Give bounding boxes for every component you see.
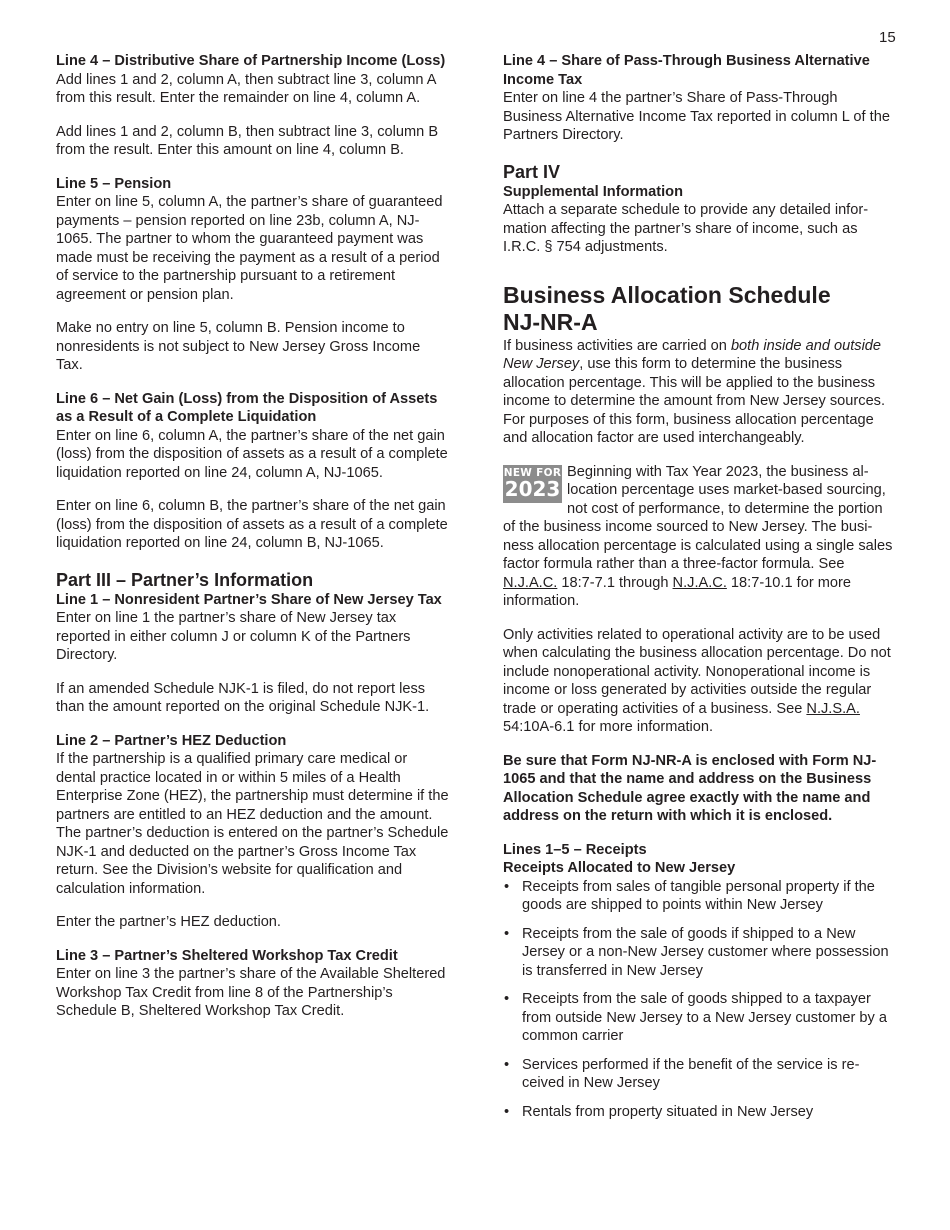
part3-line3-heading: Line 3 – Partner’s Sheltered Workshop Tax Credit — [56, 947, 398, 964]
line5-paragraph-1: Enter on line 5, column A, the partner’s share of guaranteed payments – pension reported on line 23b, column A, NJ-1065. The partner to whom the guaranteed payment was made must be receiving the payment as a result of a period of service to the partnership pursuant to a retirement agreement or pension plan. — [56, 194, 443, 303]
part3-line2-heading: Line 2 – Partner’s HEZ Deduction — [56, 732, 287, 749]
line4-paragraph-2: Add lines 1 and 2, column B, then subtract line 3, column B from the result. Enter this amount on line 4, column B. — [56, 123, 439, 158]
part3-line1-paragraph-2: If an amended Schedule NJK-1 is filed, do not report less than the amount reported on the original Schedule NJK-1. — [56, 680, 430, 715]
new-for-2023-paragraph: NEW FOR 2023 Beginning with Tax Year 2023, the business allocation percentage uses market-based sourcing, not cost of performance, to determine the portion of the business income sourced to New Jersey. The business allocation percentage is calculated using a single sales factor formula rather than a three-factor formula. See N.J.A.C. 18:7-7.1 through N.J.A.C. 18:7-10.1 for more information. — [503, 463, 893, 609]
lines-1-5-subheading: Receipts Allocated to New Jersey — [503, 860, 736, 876]
business-allocation-title: Business Allocation Schedule — [503, 281, 831, 308]
right-line4-heading: Line 4 – Share of Pass-Through Business Alternative Income Tax — [503, 53, 870, 88]
left-column — [56, 52, 450, 1021]
intro-emphasis: both inside and outside New Jersey — [503, 337, 882, 372]
line5-paragraph-2: Make no entry on line 5, column B. Pension income to nonresidents is not subject to New Jersey Gross Income Tax. — [56, 320, 421, 373]
njac-link-2: N.J.A.C. — [672, 574, 727, 591]
part4-subheading: Supplemental Information — [503, 183, 683, 200]
part3-line1-paragraph-1: Enter on line 1 the partner’s share of New Jersey tax reported in either column J or column K of the Partners Directory. — [56, 610, 411, 663]
njac-link-1: N.J.A.C. — [503, 574, 558, 591]
new-for-2023-badge: NEW FOR 2023 — [503, 466, 562, 501]
lines-1-5-heading: Lines 1–5 – Receipts — [503, 841, 647, 858]
line4-heading: Line 4 – Distributive Share of Partnership Income (Loss) — [56, 53, 446, 69]
business-allocation-form-id: NJ-NR-A — [503, 309, 598, 335]
line6-paragraph-1: Enter on line 6, column A, the partner’s share of the net gain (loss) from the disposition of assets as a result of a complete liquidation reported on line 24, column A, NJ-1065. — [56, 427, 448, 481]
part3-line2-paragraph-1: If the partnership is a qualified primary care medical or dental practice located in or within 5 miles of a Health Enterprise Zone (HEZ), the partnership must determine if the partners are entitled to an HEZ deduction and the amount. The partner’s deduction is entered on the partner’s Schedule NJK-1 and deducted on the partner’s Gross Income Tax return. See the Division’s website for qualification and calculation information. — [56, 751, 449, 897]
right-line4-paragraph: Enter on line 4 the partner’s Share of Pass-Through Business Alternative Income Tax reported in column L of the Partners Directory. — [503, 90, 890, 143]
njsa-link: N.J.S.A. — [806, 700, 860, 717]
part3-line2-paragraph-2: Enter the partner’s HEZ deduction. — [56, 914, 281, 930]
line6-heading: Line 6 – Net Gain (Loss) from the Disposition of Assets as a Result of a Complete Liquidation — [56, 390, 438, 425]
part3-line1-heading: Line 1 – Nonresident Partner’s Share of New Jersey Tax — [56, 591, 442, 608]
page-number: 15 — [879, 29, 896, 46]
operational-activity-paragraph: Only activities related to operational activity are to be used when calculating the business allocation percentage. Do not include nonoperational activity. Nonoperational income is income or loss generated by activities outside the regular trade or operating activities of a business. See N.J.S.A. 54:10A-6.1 for more information. — [503, 626, 891, 735]
enclosure-notice: Be sure that Form NJ-NR-A is enclosed with Form NJ-1065 and that the name and address on the Business Allocation Schedule agree exactly with the name and address on the return with which it is enclosed. — [503, 752, 877, 824]
list-item: • Rentals from property situated in New Jersey — [503, 1103, 895, 1122]
list-item: • Receipts from sales of tangible personal property if the goods are shipped to points within New Jersey — [503, 878, 895, 915]
list-item: • Receipts from the sale of goods shipped to a taxpayer from outside New Jersey to a New Jersey customer by a common carrier — [503, 990, 895, 1046]
receipts-list — [503, 878, 895, 1122]
right-column — [503, 52, 895, 1131]
part3-line3-paragraph-1: Enter on line 3 the partner’s share of the Available Sheltered Workshop Tax Credit from line 8 of the Partnership’s Schedule B, Sheltered Workshop Tax Credit. — [56, 966, 446, 1019]
list-item: • Services performed if the benefit of the service is received in New Jersey — [503, 1056, 895, 1093]
business-allocation-heading — [503, 282, 895, 337]
line4-paragraph-1: Add lines 1 and 2, column A, then subtract line 3, column A from this result. Enter the remainder on line 4, column A. — [56, 71, 436, 106]
list-item: • Receipts from the sale of goods if shipped to a New Jersey or a non-New Jersey customer where possession is transferred in New Jersey — [503, 925, 895, 981]
line5-heading: Line 5 – Pension — [56, 175, 172, 192]
business-allocation-intro: If business activities are carried on both inside and outside New Jersey, use this form to determine the business allocation percentage. This will be applied to the business income to determine the amount from New Jersey sources. For purposes of this form, business allocation percentage and allocation factor are used interchangeably. — [503, 337, 886, 446]
line6-paragraph-2: Enter on line 6, column B, the partner’s share of the net gain (loss) from the disposition of assets as a result of a complete liquidation reported on line 24, column B, NJ-1065. — [56, 498, 448, 551]
part3-heading: Part III – Partner’s Information — [56, 569, 314, 590]
part4-heading: Part IV — [503, 161, 561, 182]
part4-paragraph: Attach a separate schedule to provide any detailed information affecting the partner’s share of income, such as I.R.C. § 754 adjustments. — [503, 202, 869, 255]
